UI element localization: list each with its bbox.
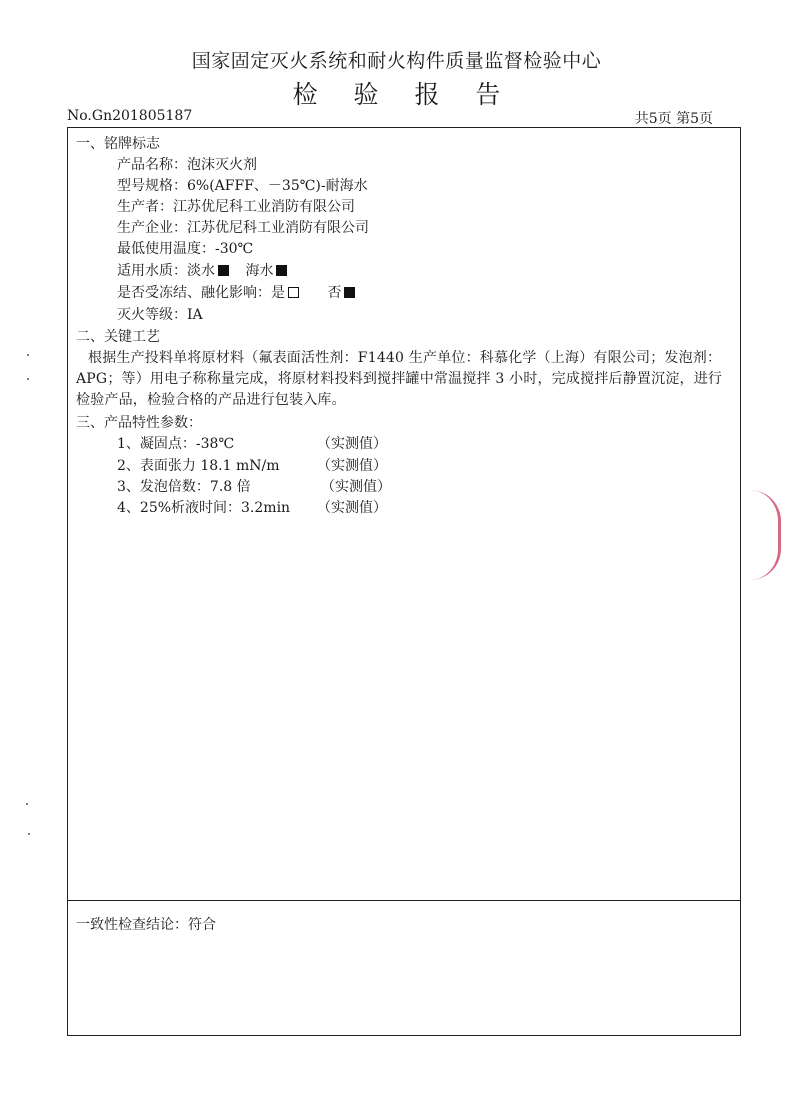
seal-edge-mark bbox=[750, 490, 781, 580]
scan-speck bbox=[26, 803, 28, 805]
freeze-label: 是否受冻结、融化影响：是 bbox=[117, 285, 285, 301]
report-title: 检 验 报 告 bbox=[292, 80, 515, 109]
sea-water-label: 海水 bbox=[245, 263, 274, 279]
page-info: 共5页 第5页 bbox=[634, 111, 713, 127]
report-number: No.Gn201805187 bbox=[67, 108, 193, 124]
sea-water-checkbox-checked bbox=[276, 265, 287, 276]
param-row bbox=[117, 498, 417, 518]
freeze-yes-checkbox-empty bbox=[288, 287, 299, 298]
enterprise: 生产企业：江苏优尼科工业消防有限公司 bbox=[117, 220, 369, 236]
param-row bbox=[117, 456, 417, 476]
min-temp: 最低使用温度：-30℃ bbox=[117, 241, 254, 257]
freeze-no-label: 否 bbox=[327, 285, 342, 301]
param-note: （实测值） bbox=[317, 458, 387, 474]
conclusion-divider bbox=[67, 900, 741, 901]
freeze-no-checkbox-checked bbox=[344, 287, 355, 298]
param-label: 4、25%析液时间：3.2min bbox=[117, 500, 291, 516]
water-quality-row bbox=[117, 261, 287, 281]
water-quality-label: 适用水质：淡水 bbox=[117, 263, 215, 279]
param-label: 3、发泡倍数：7.8 倍 bbox=[117, 479, 251, 495]
param-row bbox=[117, 477, 417, 497]
scan-speck bbox=[28, 833, 30, 835]
fresh-water-checkbox-checked bbox=[218, 265, 229, 276]
freeze-row bbox=[117, 283, 355, 303]
param-note: （实测值） bbox=[321, 479, 391, 495]
model-spec: 型号规格：6%(AFFF、－35℃)-耐海水 bbox=[117, 178, 368, 194]
param-label: 1、凝固点：-38℃ bbox=[117, 436, 235, 452]
param-label: 2、表面张力 18.1 mN/m bbox=[117, 458, 280, 474]
section3-heading: 三、产品特性参数： bbox=[76, 415, 202, 431]
scan-speck bbox=[27, 378, 29, 380]
section1-heading: 一、铭牌标志 bbox=[76, 136, 160, 152]
conclusion-text: 一致性检查结论：符合 bbox=[76, 917, 216, 933]
param-note: （实测值） bbox=[317, 500, 387, 516]
organization-name: 国家固定灭火系统和耐火构件质量监督检验中心 bbox=[191, 50, 602, 72]
section2-heading: 二、关键工艺 bbox=[76, 329, 160, 345]
fire-class: 灭火等级：IA bbox=[117, 307, 203, 323]
param-row bbox=[117, 434, 417, 454]
scan-speck bbox=[27, 354, 29, 356]
param-note: （实测值） bbox=[317, 436, 387, 452]
product-name: 产品名称：泡沫灭火剂 bbox=[117, 157, 257, 173]
process-paragraph: 根据生产投料单将原材料（氟表面活性剂：F1440 生产单位：科慕化学（上海）有限公司；发泡剂：APG；等）用电子称称量完成，将原材料投料到搅拌罐中常温搅拌 3 小时，完成搅拌后静置沉淀，进行检验产品，检验合格的产品进行包装入库。 bbox=[76, 350, 723, 408]
producer: 生产者：江苏优尼科工业消防有限公司 bbox=[117, 199, 355, 215]
